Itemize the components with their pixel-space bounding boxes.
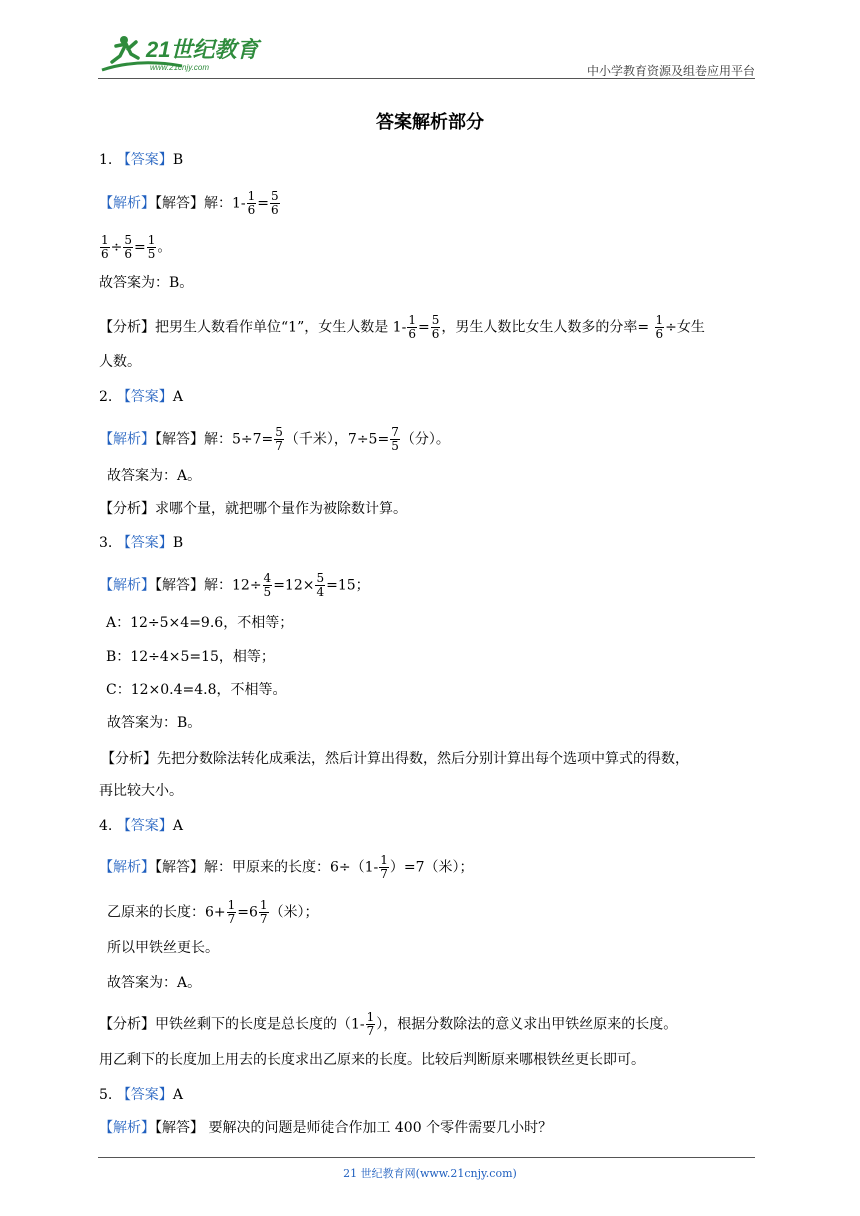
fraction: $\frac{1}{6}$ — [101, 233, 109, 261]
logo-icon — [98, 30, 268, 76]
fraction: $\frac{5}{6}$ — [124, 233, 133, 261]
answer-tag: 【答案】 — [116, 152, 173, 168]
q4-yi-line: 乙原来的长度：6+ $\frac{1}{7}$ =6 $\frac{1}{7}$ （米）； — [107, 898, 319, 926]
fenxi-tag: 【分析】 — [99, 1016, 155, 1033]
solution-tag: 【解答】 — [155, 577, 204, 594]
fraction: $\frac{1}{6}$ — [655, 313, 664, 341]
page-footer[interactable]: 21 世纪教育网(www.21cnjy.com) — [343, 1167, 517, 1180]
q4-analysis-line-2: 用乙剩下的长度加上用去的长度求出乙原来的长度。比较后判断原来哪根铁丝更长即可。 — [99, 1052, 645, 1068]
q4-solution-line: 【解析】【解答】解：甲原来的长度：6÷（1- $\frac{1}{7}$ ）=7（米）； — [99, 853, 474, 881]
q2-conclusion: 故答案为：A。 — [107, 468, 202, 484]
fraction: $\frac{1}{7}$ — [227, 898, 236, 926]
answer-tag: 【答案】 — [116, 535, 173, 551]
q1-solution-line-2: $\frac{1}{6}$ ÷ $\frac{5}{6}$ = $\frac{1}{5}$ 。 — [101, 233, 172, 261]
solution-tag: 【解答】 — [155, 1120, 204, 1136]
analysis-tag: 【解析】 — [99, 859, 155, 876]
fraction: $\frac{1}{5}$ — [147, 233, 156, 261]
page-title: 答案解析部分 — [376, 112, 484, 133]
answer-tag: 【答案】 — [116, 1087, 173, 1103]
q4-analysis-line: 【分析】甲铁丝剩下的长度是总长度的（1- $\frac{1}{7}$ ），根据分数除法的意义求出甲铁丝原来的长度。 — [99, 1010, 678, 1038]
q3-answer: B — [172, 535, 184, 551]
q5-answer-line: 5. 【答案】A — [99, 1087, 183, 1103]
answer-tag: 【答案】 — [116, 818, 173, 834]
fraction: $\frac{1}{6}$ — [408, 313, 416, 341]
solution-tag: 【解答】 — [155, 195, 204, 212]
q1-solution-line: 【解析】【解答】解：1- $\frac{1}{6}$ = $\frac{5}{6}$ — [99, 189, 279, 217]
fraction: $\frac{1}{6}$ — [247, 189, 256, 217]
q3-option-b: B：12÷4×5=15，相等； — [106, 649, 275, 665]
q2-answer-line: 2. 【答案】A — [99, 389, 183, 405]
q1-answer: B — [172, 152, 184, 168]
q3-conclusion: 故答案为：B。 — [107, 715, 202, 731]
fenxi-tag: 【分析】 — [101, 751, 157, 767]
q3-analysis-line: 【分析】先把分数除法转化成乘法，然后计算出得数，然后分别计算出每个选项中算式的得数， — [101, 751, 689, 767]
q5-answer: A — [172, 1087, 183, 1103]
fraction: $\frac{5}{7}$ — [275, 425, 283, 453]
q3-solution-line: 【解析】【解答】解：12÷ $\frac{4}{5}$ =12× $\frac{5}{4}$ =15； — [99, 571, 370, 599]
q3-answer-line: 3. 【答案】B — [99, 535, 184, 551]
fraction: $\frac{1}{7}$ — [380, 853, 388, 881]
q1-analysis-line-2: 人数。 — [99, 354, 141, 370]
solution-tag: 【解答】 — [155, 431, 204, 448]
page-header — [98, 30, 755, 78]
fraction: $\frac{5}{4}$ — [316, 571, 325, 599]
logo-url: www.21cnjy.com — [150, 63, 209, 72]
q3-option-c: C：12×0.4=4.8，不相等。 — [106, 682, 287, 698]
q4-answer: A — [172, 818, 183, 834]
q2-answer: A — [172, 389, 183, 405]
q2-analysis-line: 【分析】求哪个量，就把哪个量作为被除数计算。 — [99, 501, 407, 517]
q1-solution-text: 解：1- — [204, 195, 246, 212]
platform-name: 中小学教育资源及组卷应用平台 — [586, 64, 755, 78]
analysis-tag: 【解析】 — [99, 431, 155, 448]
q3-option-a: A：12÷5×4=9.6，不相等； — [106, 615, 294, 631]
q1-analysis-line: 【分析】把男生人数看作单位“1”，女生人数是 1- $\frac{1}{6}$ = $\frac{5}{6}$ ，男生人数比女生人数多的分率= $\frac{1}{6}$ ÷女生 — [99, 313, 705, 341]
fraction: $\frac{5}{6}$ — [271, 189, 279, 217]
q4-answer-line: 4. 【答案】A — [99, 818, 183, 834]
header-divider — [98, 78, 755, 79]
answer-tag: 【答案】 — [116, 389, 173, 405]
fenxi-tag: 【分析】 — [99, 501, 155, 517]
footer-divider — [98, 1157, 755, 1158]
q3-analysis-line-2: 再比较大小。 — [99, 783, 183, 799]
analysis-tag: 【解析】 — [99, 195, 155, 212]
fraction: $\frac{4}{5}$ — [263, 571, 272, 599]
fraction: $\frac{5}{6}$ — [431, 313, 440, 341]
analysis-tag: 【解析】 — [99, 1120, 155, 1136]
fraction: $\frac{7}{5}$ — [391, 425, 399, 453]
q1-answer-line — [99, 150, 183, 170]
q4-so-line: 所以甲铁丝更长。 — [107, 940, 219, 956]
logo-text: 21世纪教育 — [146, 37, 259, 62]
fraction: $\frac{1}{7}$ — [366, 1010, 375, 1038]
q1-conclusion: 故答案为：B。 — [99, 275, 194, 291]
analysis-tag: 【解析】 — [99, 577, 155, 594]
solution-tag: 【解答】 — [155, 859, 204, 876]
fraction: $\frac{1}{7}$ — [259, 898, 268, 926]
q2-solution-line: 【解析】【解答】解：5÷7= $\frac{5}{7}$ （千米），7÷5= $\frac{7}{5}$ （分）。 — [99, 425, 450, 453]
q1-number: 1. — [99, 152, 113, 168]
q5-solution-line: 【解析】【解答】 要解决的问题是师徒合作加工 400 个零件需要几小时？ — [99, 1120, 553, 1136]
q4-conclusion: 故答案为：A。 — [107, 975, 202, 991]
fenxi-tag: 【分析】 — [99, 319, 155, 336]
